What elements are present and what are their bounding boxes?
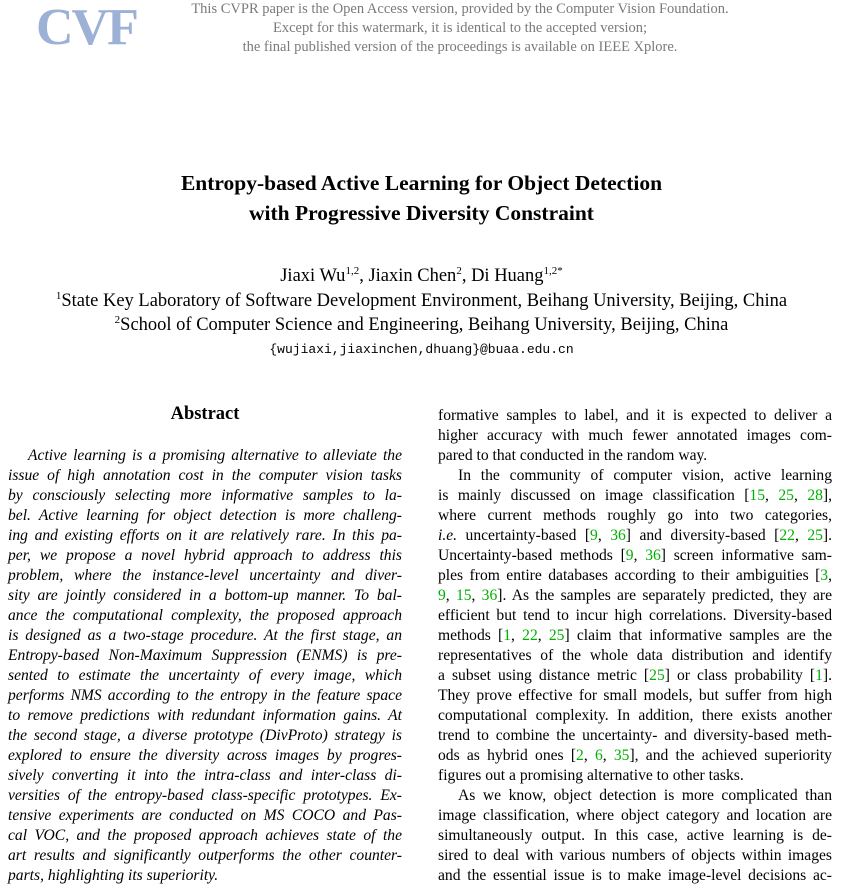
author-name: Di Huang bbox=[471, 266, 544, 286]
abstract-line: by consciously selecting more informative samples to la- bbox=[8, 487, 402, 504]
abstract-line: parts, highlighting its superiority. bbox=[8, 867, 219, 884]
citation-link[interactable]: 36 bbox=[645, 547, 661, 564]
affiliation-mark: 2 bbox=[114, 313, 121, 326]
abstract-line: the second stage, a diverse prototype (DivProto) strategy is bbox=[8, 727, 402, 744]
abstract-line: Active learning is a promising alternative to alleviate the bbox=[28, 447, 402, 464]
body-line: computational complexity. In addition, there exists another bbox=[438, 707, 832, 724]
body-text: ]. bbox=[822, 667, 832, 684]
body-line: ods as hybrid ones [2, 6, 35], and the achieved superiority bbox=[438, 747, 832, 764]
body-line: In the community of computer vision, active learning bbox=[458, 467, 832, 484]
author-affil-mark: 1,2* bbox=[543, 264, 563, 277]
body-text: is mainly discussed on image classification [ bbox=[438, 487, 750, 504]
citation-link[interactable]: 25 bbox=[548, 627, 565, 644]
body-text: uncertainty-based [ bbox=[457, 527, 591, 544]
citation-link[interactable]: 25 bbox=[807, 527, 823, 544]
abstract-line: tensive experiments are conducted on MS COCO and Pas- bbox=[8, 807, 402, 824]
body-line: trend to combine the uncertainty- and diversity-based meth- bbox=[438, 727, 832, 744]
citation-link[interactable]: 9 bbox=[438, 587, 446, 604]
citation-link[interactable]: 22 bbox=[779, 527, 795, 544]
watermark-line-2: Except for this watermark, it is identical to the accepted version; bbox=[272, 20, 648, 36]
body-line: i.e. uncertainty-based [9, 36] and diversity-based [22, 25]. bbox=[438, 527, 833, 544]
body-line: As we know, object detection is more complicated than bbox=[458, 787, 832, 804]
body-line: ples from entire databases according to their ambiguities [3, bbox=[438, 567, 832, 584]
body-line: higher accuracy with much fewer annotated images com- bbox=[438, 427, 832, 444]
abstract-line: is designed as a two-stage procedure. At the first stage, an bbox=[8, 627, 402, 644]
abstract-line: cal VOC, and the proposed approach achieves state of the bbox=[8, 827, 402, 844]
abstract-line: to remove predictions with redundant information gains. At bbox=[8, 707, 402, 724]
body-text: Uncertainty-based methods [ bbox=[438, 547, 626, 564]
body-text: i.e. bbox=[438, 527, 458, 544]
body-line: representatives of the whole data distribution and identify bbox=[438, 647, 832, 664]
author-name: Jiaxi Wu bbox=[280, 266, 346, 286]
body-line: formative samples to label, and it is expected to deliver a bbox=[438, 407, 832, 424]
abstract-line: explored to ensure the diversity across images by progres- bbox=[8, 747, 402, 764]
citation-link[interactable]: 9 bbox=[625, 547, 634, 564]
body-line: figures out a promising alternative to other tasks. bbox=[438, 767, 744, 784]
abstract-line: ance the computational complexity, the proposed approach bbox=[8, 607, 402, 624]
body-text: ], and the achieved superiority bbox=[629, 747, 832, 764]
body-text: ], bbox=[822, 487, 832, 504]
abstract-line: bel. Active learning for object detection is more challeng- bbox=[8, 507, 402, 524]
body-line bbox=[438, 666, 832, 686]
body-line: 9, 15, 36]. As the samples are separately predicted, they are bbox=[438, 587, 833, 604]
abstract-line: issue of high annotation cost in the computer vision tasks bbox=[8, 467, 402, 484]
author-list: Jiaxi Wu$^{1,2}$, Jiaxin Chen$^2$, Di Huang$^{1,2*}$ bbox=[280, 264, 563, 286]
author-emails: {wujiaxi,jiaxinchen,dhuang}@buaa.edu.cn bbox=[269, 342, 574, 357]
abstract-line: Entropy-based Non-Maximum Suppression (ENMS) is pre- bbox=[8, 647, 402, 664]
cvf-logo: CVF bbox=[36, 0, 137, 56]
affiliation-2 bbox=[0, 313, 843, 337]
body-line: simultaneously output. In this case, active learning is de- bbox=[438, 827, 832, 844]
abstract-line: sented to estimate the uncertainty of every image, which bbox=[8, 667, 402, 684]
body-text: ] or class probability [ bbox=[664, 667, 816, 684]
body-line: image classification, where object category and location are bbox=[438, 807, 832, 824]
citation-link[interactable]: 25 bbox=[649, 667, 665, 684]
citation-link[interactable]: 3 bbox=[820, 567, 829, 584]
abstract-line: sity are jointly considered in a bottom-up manner. To bal- bbox=[8, 587, 402, 604]
body-text: ods as hybrid ones [ bbox=[438, 747, 577, 764]
body-text: ] and diversity-based [ bbox=[625, 527, 780, 544]
intro-body bbox=[438, 406, 832, 886]
paper-title-line-1: Entropy-based Active Learning for Object Detection bbox=[180, 171, 663, 195]
abstract-line: ing and existing efforts on it are relatively rare. In this pa- bbox=[8, 527, 402, 544]
body-line: efficient but tend to incur high correlations. Diversity-based bbox=[438, 607, 832, 624]
citation-link[interactable]: 22 bbox=[522, 627, 538, 644]
body-text: methods [ bbox=[438, 627, 504, 644]
abstract-line: problem, where the instance-level uncertainty and diver- bbox=[8, 567, 402, 584]
citation-link[interactable]: 35 bbox=[613, 747, 630, 764]
abstract-heading: Abstract bbox=[170, 404, 240, 424]
paper-title-line-2: with Progressive Diversity Constraint bbox=[249, 201, 594, 225]
abstract-line: sively converting it into the intra-class and inter-class di- bbox=[8, 767, 402, 784]
affiliation-text: School of Computer Science and Engineering, Beihang University, Beijing, China bbox=[120, 315, 729, 335]
body-line: They prove effective for small models, but suffer from high bbox=[438, 687, 832, 704]
body-text: ] claim that informative samples are the bbox=[564, 627, 832, 644]
affiliation-mark: 1 bbox=[55, 289, 62, 302]
watermark-line-3: the final published version of the proceedings is available on IEEE Xplore. bbox=[242, 39, 678, 55]
citation-link[interactable]: 6 bbox=[594, 747, 603, 764]
body-line: where current methods roughly go into two categories, bbox=[438, 507, 832, 524]
body-text: a subset using distance metric [ bbox=[438, 667, 650, 684]
watermark-line-1: This CVPR paper is the Open Access version, provided by the Computer Vision Foundation. bbox=[191, 1, 729, 17]
body-line: is mainly discussed on image classification [15, 25, 28], bbox=[438, 487, 832, 504]
citation-link[interactable]: 1 bbox=[503, 627, 512, 644]
abstract-line: art results and significantly outperforms the other counter- bbox=[8, 847, 402, 864]
abstract-line: performs NMS according to the entropy in the feature space bbox=[8, 687, 402, 704]
citation-link[interactable]: 1 bbox=[815, 667, 823, 684]
body-text: ]. bbox=[822, 527, 833, 544]
citation-link[interactable]: 2 bbox=[576, 747, 584, 764]
abstract-body bbox=[8, 446, 402, 886]
author-affil-mark: 1,2 bbox=[345, 264, 360, 277]
body-text: ] screen informative sam- bbox=[660, 547, 832, 564]
body-text: ples from entire databases according to their ambiguities [ bbox=[438, 567, 821, 584]
author-affil-mark: 2 bbox=[456, 264, 462, 277]
affiliation-text: State Key Laboratory of Software Development Environment, Beihang University, Beijing, China bbox=[61, 291, 788, 311]
citation-link[interactable]: 28 bbox=[807, 487, 823, 504]
body-line: Uncertainty-based methods [9, 36] screen informative sam- bbox=[438, 547, 832, 564]
citation-link[interactable]: 25 bbox=[778, 487, 794, 504]
abstract-line: versities of the entropy-based class-specific prototypes. Ex- bbox=[8, 787, 402, 804]
body-text: ]. As the samples are separately predicted, they are bbox=[497, 587, 833, 604]
body-line: pared to that conducted in the random way. bbox=[438, 447, 708, 464]
citation-link[interactable]: 36 bbox=[481, 587, 498, 604]
citation-link[interactable]: 9 bbox=[590, 527, 598, 544]
citation-link[interactable]: 15 bbox=[455, 587, 472, 604]
body-line: methods [1, 22, 25] claim that informative samples are the bbox=[438, 627, 832, 644]
abstract-line: per, we propose a novel hybrid approach to address this bbox=[8, 547, 402, 564]
body-line: and the essential issue is to make image-level decisions ac- bbox=[438, 867, 832, 884]
author-name: Jiaxin Chen bbox=[368, 266, 457, 286]
affiliation-1 bbox=[0, 289, 843, 313]
body-line: sired to deal with various numbers of objects within images bbox=[438, 847, 832, 864]
citation-link[interactable]: 36 bbox=[610, 527, 626, 544]
citation-link[interactable]: 15 bbox=[749, 487, 765, 504]
